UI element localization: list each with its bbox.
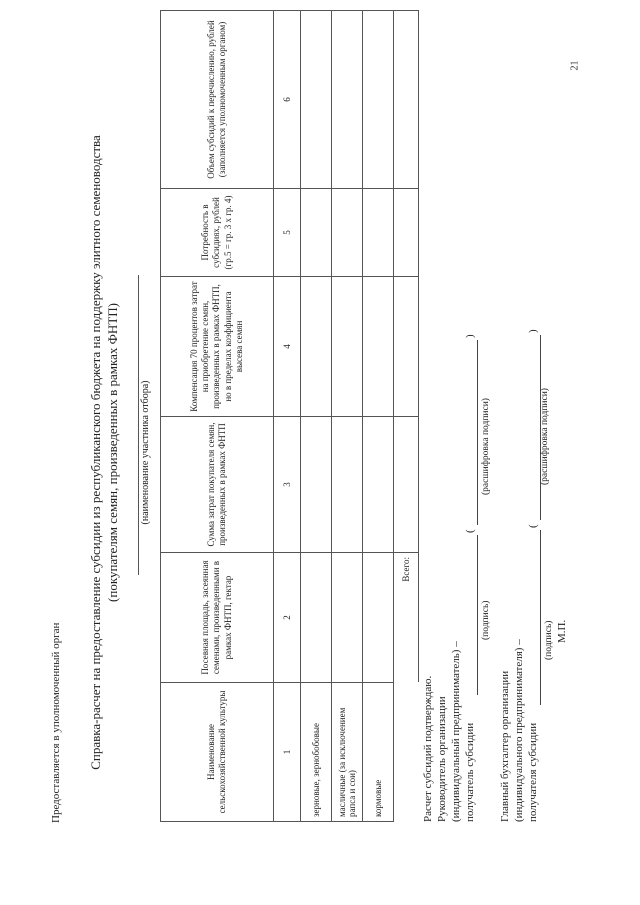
table-cell [301, 553, 332, 683]
paren-open: ( [527, 524, 539, 528]
stamp-mark: М.П. [556, 619, 568, 643]
table-row [301, 11, 332, 822]
table-cell [394, 11, 419, 189]
head-title-line2: (индивидуальный предприниматель) – [450, 641, 462, 822]
signature-caption: (подпись) [544, 620, 554, 660]
table-header-row [161, 11, 274, 822]
signature-caption: (подпись) [481, 600, 491, 640]
total-row [394, 11, 419, 822]
total-label: Всего: [394, 553, 419, 683]
paren-close: ) [464, 334, 476, 338]
table-cell [301, 11, 332, 189]
table-cell [301, 417, 332, 553]
participant-caption: (наименование участника отбора) [140, 380, 151, 525]
column-number: 1 [274, 683, 301, 822]
accountant-title-line2: (индивидуального предпринимателя) – [513, 639, 525, 822]
table-cell [332, 277, 363, 417]
header-area: Посевная площадь, засеянная семенами, произведенными в рамках ФНТП, гектар [161, 553, 274, 683]
table-cell [301, 189, 332, 277]
document-title: Справка-расчет на предоставление субсидии из республиканского бюджета на поддержку элитного семеноводства [88, 135, 103, 770]
table-cell [363, 11, 394, 189]
header-crop: Наименование сельскохозяйственной культуры [161, 683, 274, 822]
header-costs: Сумма затрат покупателя семян, произведенных в рамках ФНТП [161, 417, 274, 553]
subsidy-calculation-table [160, 10, 419, 822]
table-cell [363, 189, 394, 277]
crop-name: масличные (за исключением рапса и сои) [332, 683, 363, 822]
column-number-row [274, 11, 301, 822]
table-cell [394, 683, 419, 822]
document-subtitle: (покупателям семян, произведенных в рамках ФНТП) [105, 303, 120, 602]
table-cell [332, 11, 363, 189]
table-cell [394, 277, 419, 417]
table-row [332, 11, 363, 822]
accountant-title-line1: Главный бухгалтер организации [499, 670, 511, 822]
issued-to-note: Предоставляется в уполномоченный орган [50, 622, 62, 823]
accountant-signature-line [540, 530, 541, 705]
accountant-title-line3: получателя субсидии [527, 722, 539, 822]
confirmation-text: Расчет субсидий подтверждаю. [422, 675, 434, 822]
table-cell [394, 189, 419, 277]
table-cell [332, 417, 363, 553]
head-decoding-line [477, 340, 478, 525]
table-cell [394, 417, 419, 553]
header-volume: Объем субсидий к перечислению, рублей (заполняется уполномоченным органом) [161, 11, 274, 189]
participant-name-line [138, 275, 139, 575]
header-need: Потребность в субсидиях, рублей (гр.5 = гр. 3 х гр. 4) [161, 189, 274, 277]
table-cell [363, 417, 394, 553]
table-cell [363, 277, 394, 417]
column-number: 2 [274, 553, 301, 683]
table-cell [332, 189, 363, 277]
header-compensation: Компенсация 70 процентов затрат на приобретение семян, произведенных в рамках ФНТП, но в пределах коэффициента высева семян [161, 277, 274, 417]
head-title-line1: Руководитель организации [436, 696, 448, 822]
column-number: 3 [274, 417, 301, 553]
table-cell [301, 277, 332, 417]
head-signature-line [477, 535, 478, 695]
table-row [363, 11, 394, 822]
decoding-caption: (расшифровка подписи) [540, 388, 550, 485]
table-cell [363, 553, 394, 683]
table-cell [332, 553, 363, 683]
decoding-caption: (расшифровка подписи) [481, 398, 491, 495]
paren-close: ) [527, 329, 539, 333]
column-number: 5 [274, 189, 301, 277]
crop-name: кормовые [363, 683, 394, 822]
crop-name: зерновые, зернобобовые [301, 683, 332, 822]
page-number: 21 [569, 60, 581, 71]
paren-open: ( [464, 529, 476, 533]
column-number: 6 [274, 11, 301, 189]
column-number: 4 [274, 277, 301, 417]
head-title-line3: получатель субсидии [464, 722, 476, 822]
